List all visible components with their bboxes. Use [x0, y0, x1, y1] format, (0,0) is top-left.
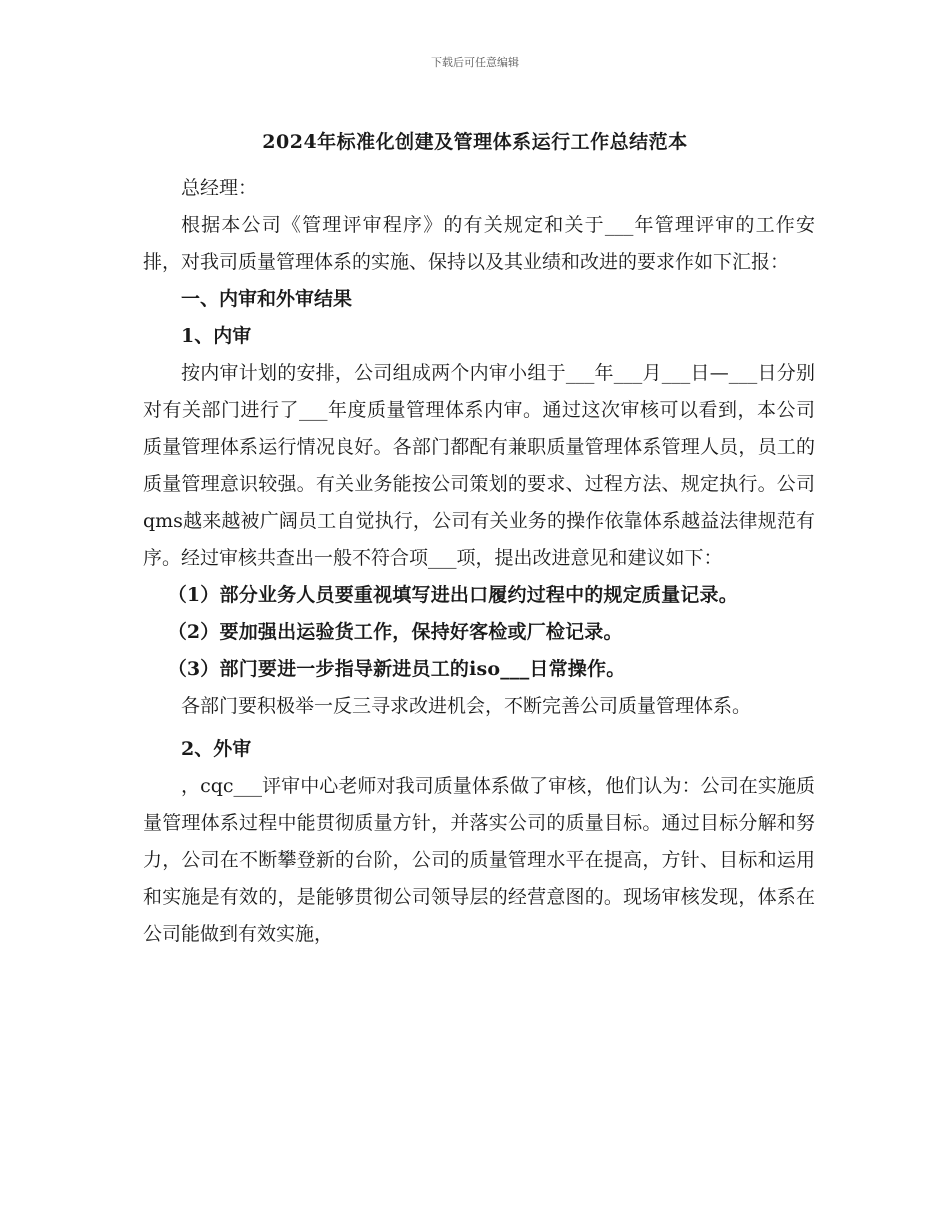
suggestion-item-1: （1）部分业务人员要重视填写进出口履约过程中的规定质量记录。	[167, 584, 738, 606]
external-audit-paragraph: ，cqc___评审中心老师对我司质量体系做了审核，他们认为：公司在实施质量管理体系过程中能贯彻质量方针，并落实公司的质量目标。通过目标分解和努力，公司在不断攀登新的台阶，公司的质量管理水平在提高，方针、目标和运用和实施是有效的，是能够贯彻公司领导层的经营意图的。现场审核发现，体系在公司能做到有效实施，	[143, 775, 815, 945]
subheading-external-audit: 2、外审	[181, 738, 252, 760]
document-body	[143, 170, 815, 953]
subheading-internal-audit: 1、内审	[181, 325, 252, 347]
salutation: 总经理：	[181, 177, 258, 199]
suggestion-item-2: （2）要加强出运验货工作，保持好客检或厂检记录。	[167, 621, 623, 643]
page-header-note: 下载后可任意编辑	[431, 56, 519, 69]
intro-paragraph: 根据本公司《管理评审程序》的有关规定和关于___年管理评审的工作安排，对我司质量管理体系的实施、保持以及其业绩和改进的要求作如下汇报：	[143, 214, 815, 273]
internal-audit-paragraph: 按内审计划的安排，公司组成两个内审小组于___年___月___日—___日分别对有关部门进行了___年度质量管理体系内审。通过这次审核可以看到，本公司质量管理体系运行情况良好。各部门都配有兼职质量管理体系管理人员，员工的质量管理意识较强。有关业务能按公司策划的要求、过程方法、规定执行。公司qms越来越被广阔员工自觉执行，公司有关业务的操作依靠体系越益法律规范有序。经过审核共查出一般不符合项___项，提出改进意见和建议如下：	[143, 362, 815, 569]
suggestion-item-3: （3）部门要进一步指导新进员工的iso___日常操作。	[167, 658, 626, 680]
improvement-paragraph: 各部门要积极举一反三寻求改进机会，不断完善公司质量管理体系。	[181, 695, 752, 717]
document-title: 2024年标准化创建及管理体系运行工作总结范本	[262, 131, 688, 153]
section-heading-audit-results: 一、内审和外审结果	[181, 288, 353, 310]
